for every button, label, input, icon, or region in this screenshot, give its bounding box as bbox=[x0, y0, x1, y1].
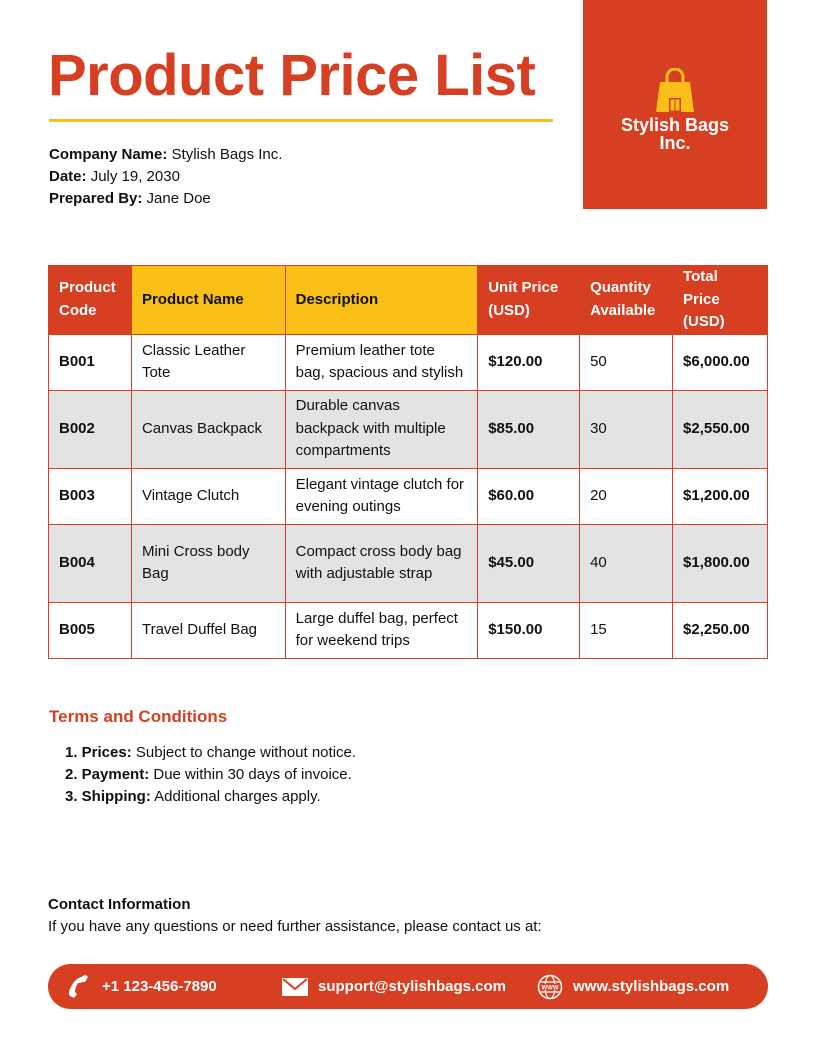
cell-name: Classic Leather Tote bbox=[131, 334, 285, 390]
terms-item bbox=[65, 786, 356, 808]
company-value: Stylish Bags Inc. bbox=[171, 146, 283, 163]
table-row bbox=[49, 524, 768, 602]
terms-item bbox=[65, 742, 356, 764]
title-divider bbox=[49, 119, 553, 122]
cell-total-price: $1,200.00 bbox=[673, 468, 768, 524]
svg-text:WWW: WWW bbox=[541, 985, 559, 991]
cell-unit-price: $60.00 bbox=[478, 468, 580, 524]
cell-code: B003 bbox=[49, 468, 132, 524]
logo-text-line1: Stylish Bags bbox=[620, 114, 730, 135]
date-line bbox=[49, 166, 282, 188]
terms-list bbox=[65, 742, 356, 808]
email-icon bbox=[282, 978, 308, 996]
cell-description: Premium leather tote bag, spacious and stylish bbox=[285, 334, 478, 390]
cell-total-price: $1,800.00 bbox=[673, 524, 768, 602]
cell-description: Durable canvas backpack with multiple compartments bbox=[285, 390, 478, 468]
contact-website[interactable] bbox=[537, 964, 729, 1009]
price-table bbox=[48, 265, 768, 659]
cell-unit-price: $85.00 bbox=[478, 390, 580, 468]
terms-item-text: Additional charges apply. bbox=[150, 788, 321, 805]
cell-quantity: 20 bbox=[580, 468, 673, 524]
cell-quantity: 50 bbox=[580, 334, 673, 390]
date-label: Date: bbox=[49, 168, 87, 185]
cell-quantity: 40 bbox=[580, 524, 673, 602]
cell-quantity: 30 bbox=[580, 390, 673, 468]
cell-description: Elegant vintage clutch for evening outings bbox=[285, 468, 478, 524]
terms-item-label: 1. Prices: bbox=[65, 744, 132, 761]
contact-bar bbox=[48, 964, 768, 1009]
company-line bbox=[49, 144, 282, 166]
col-header-product-code: Product Code bbox=[49, 266, 132, 335]
terms-title: Terms and Conditions bbox=[49, 707, 228, 726]
contact-title: Contact Information bbox=[48, 896, 191, 913]
cell-name: Travel Duffel Bag bbox=[131, 602, 285, 658]
terms-item bbox=[65, 764, 356, 786]
website-url[interactable]: www.stylishbags.com bbox=[573, 978, 730, 995]
cell-description: Compact cross body bag with adjustable strap bbox=[285, 524, 478, 602]
cell-code: B005 bbox=[49, 602, 132, 658]
table-row bbox=[49, 334, 768, 390]
date-value: July 19, 2030 bbox=[90, 168, 180, 185]
cell-name: Canvas Backpack bbox=[131, 390, 285, 468]
cell-code: B002 bbox=[49, 390, 132, 468]
logo-text bbox=[621, 116, 729, 152]
cell-total-price: $2,550.00 bbox=[673, 390, 768, 468]
shopping-bag-icon bbox=[654, 68, 696, 114]
terms-item-label: 2. Payment: bbox=[65, 766, 150, 783]
logo-text-line2: Inc. bbox=[659, 132, 691, 153]
phone-icon bbox=[66, 974, 92, 1000]
company-label: Company Name: bbox=[49, 146, 168, 163]
document-meta bbox=[49, 144, 282, 210]
col-header-quantity: Quantity Available bbox=[580, 266, 673, 335]
page-title: Product Price List bbox=[48, 43, 536, 108]
terms-item-label: 3. Shipping: bbox=[65, 788, 151, 805]
col-header-product-name: Product Name bbox=[131, 266, 285, 335]
contact-email[interactable] bbox=[282, 964, 506, 1009]
prepared-label: Prepared By: bbox=[49, 190, 143, 207]
col-header-unit-price: Unit Price (USD) bbox=[478, 266, 580, 335]
contact-text: If you have any questions or need further assistance, please contact us at: bbox=[48, 918, 542, 935]
cell-total-price: $6,000.00 bbox=[673, 334, 768, 390]
phone-number[interactable]: +1 123-456-7890 bbox=[102, 978, 217, 995]
cell-name: Mini Cross body Bag bbox=[131, 524, 285, 602]
terms-item-text: Subject to change without notice. bbox=[131, 744, 357, 761]
company-logo bbox=[583, 0, 767, 209]
table-header-row bbox=[49, 266, 768, 335]
col-header-description: Description bbox=[285, 266, 478, 335]
table-row bbox=[49, 390, 768, 468]
cell-unit-price: $45.00 bbox=[478, 524, 580, 602]
terms-item-text: Due within 30 days of invoice. bbox=[149, 766, 352, 783]
prepared-line bbox=[49, 188, 282, 210]
cell-quantity: 15 bbox=[580, 602, 673, 658]
contact-phone[interactable] bbox=[66, 964, 217, 1009]
cell-unit-price: $120.00 bbox=[478, 334, 580, 390]
table-row bbox=[49, 602, 768, 658]
cell-total-price: $2,250.00 bbox=[673, 602, 768, 658]
prepared-value: Jane Doe bbox=[146, 190, 211, 207]
cell-description: Large duffel bag, perfect for weekend trips bbox=[285, 602, 478, 658]
cell-code: B001 bbox=[49, 334, 132, 390]
table-row bbox=[49, 468, 768, 524]
cell-unit-price: $150.00 bbox=[478, 602, 580, 658]
cell-name: Vintage Clutch bbox=[131, 468, 285, 524]
col-header-total-price: Total Price (USD) bbox=[673, 266, 768, 335]
globe-icon bbox=[537, 974, 563, 1000]
cell-code: B004 bbox=[49, 524, 132, 602]
email-address[interactable]: support@stylishbags.com bbox=[318, 978, 506, 995]
